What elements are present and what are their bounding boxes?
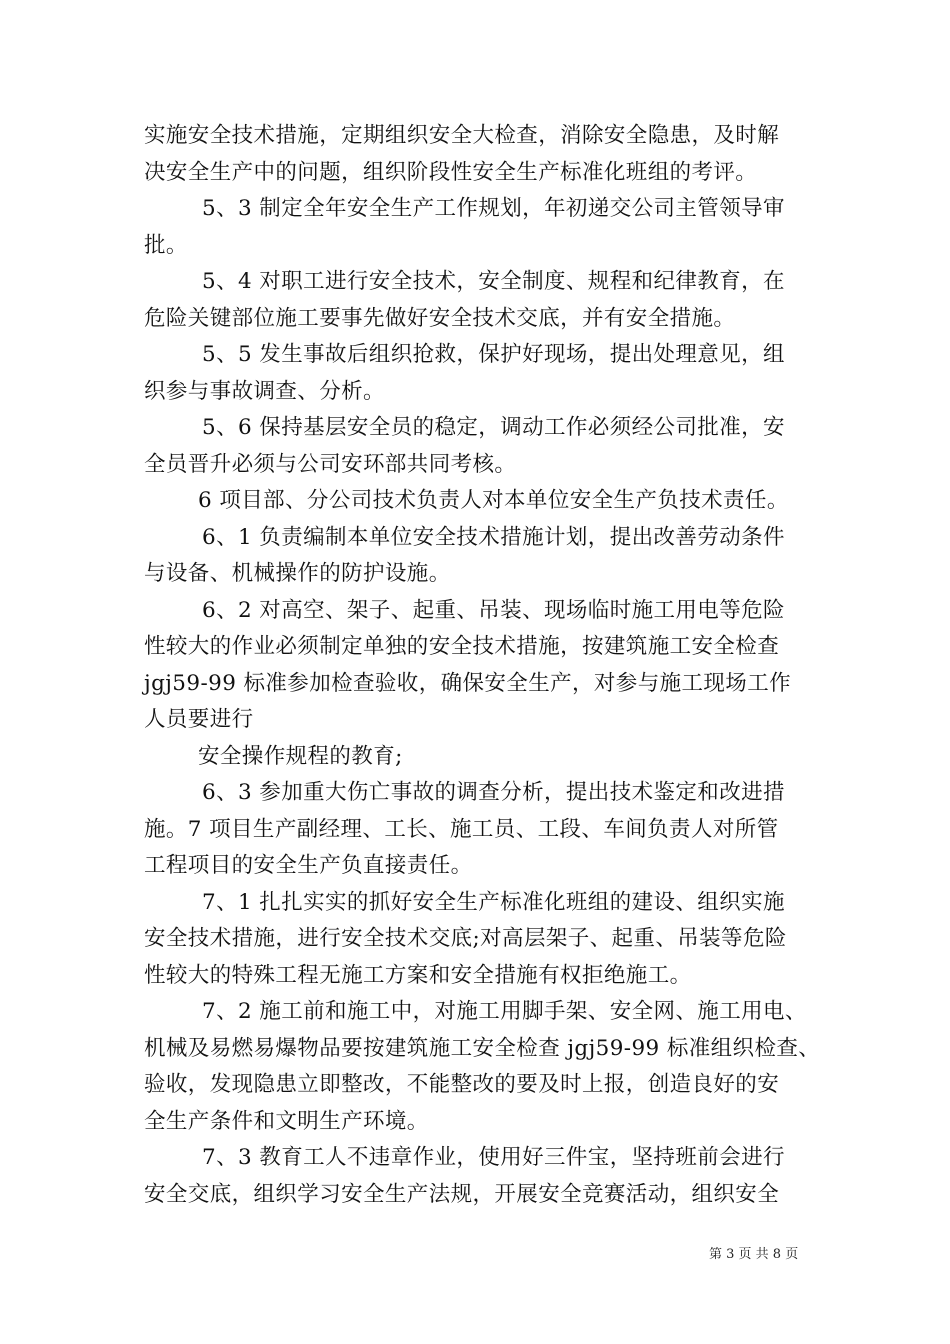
text-line: 全生产条件和文明生产环境。 xyxy=(144,1108,429,1134)
text-line: 验收，发现隐患立即整改，不能整改的要及时上报，创造良好的安 xyxy=(144,1072,780,1097)
text-line: 人员要进行 xyxy=(144,707,254,732)
text-line: 危险关键部位施工要事先做好安全技术交底，并有安全措施。 xyxy=(144,305,736,331)
text-line: 6、1 负责编制本单位安全技术措施计划，提出改善劳动条件 xyxy=(202,524,785,550)
text-line: 5、3 制定全年安全生产工作规划，年初递交公司主管领导审 xyxy=(202,196,785,221)
text-line: 机械及易燃易爆物品要按建筑施工安全检查 jgj59-99 标准组织检查、 xyxy=(144,1035,821,1061)
text-line: 安全操作规程的教育; xyxy=(198,743,403,769)
text-line: 性较大的作业必须制定单独的安全技术措施，按建筑施工安全检查 xyxy=(144,634,780,659)
page-number-footer: 第 3 页 共 8 页 xyxy=(709,1247,799,1262)
text-line: 5、5 发生事故后组织抢救，保护好现场，提出处理意见，组 xyxy=(202,342,785,367)
text-line: 7、3 教育工人不违章作业，使用好三件宝，坚持班前会进行 xyxy=(202,1145,785,1170)
text-line: 全员晋升必须与公司安环部共同考核。 xyxy=(144,451,517,477)
text-line: 织参与事故调查、分析。 xyxy=(144,378,385,404)
text-line: jgj59-99 标准参加检查验收，确保安全生产，对参与施工现场工作 xyxy=(144,670,792,696)
text-line: 6、2 对高空、架子、起重、吊装、现场临时施工用电等危险 xyxy=(202,597,785,623)
text-line: 施。7 项目生产副经理、工长、施工员、工段、车间负责人对所管 xyxy=(144,816,779,842)
text-line: 5、6 保持基层安全员的稳定，调动工作必须经公司批准，安 xyxy=(202,415,785,440)
text-line: 6 项目部、分公司技术负责人对本单位安全生产负技术责任。 xyxy=(198,488,789,513)
text-line: 6、3 参加重大伤亡事故的调查分析，提出技术鉴定和改进措 xyxy=(202,780,785,805)
text-line: 7、2 施工前和施工中，对施工用脚手架、安全网、施工用电、 xyxy=(202,999,807,1024)
text-line: 决安全生产中的问题，组织阶段性安全生产标准化班组的考评。 xyxy=(144,159,758,185)
document-body xyxy=(144,118,821,1213)
text-line: 与设备、机械操作的防护设施。 xyxy=(144,561,451,586)
text-line: 5、4 对职工进行安全技术，安全制度、规程和纪律教育，在 xyxy=(202,269,785,294)
text-line: 7、1 扎扎实实的抓好安全生产标准化班组的建设、组织实施 xyxy=(202,889,785,915)
text-line: 安全交底，组织学习安全生产法规，开展安全竞赛活动，组织安全 xyxy=(144,1181,780,1207)
text-line: 性较大的特殊工程无施工方案和安全措施有权拒绝施工。 xyxy=(144,962,692,988)
text-line: 批。 xyxy=(144,232,188,258)
text-line: 实施安全技术措施，定期组织安全大检查，消除安全隐患，及时解 xyxy=(144,123,780,148)
text-line: 安全技术措施，进行安全技术交底;对高层架子、起重、吊装等危险 xyxy=(144,926,787,951)
text-line: 工程项目的安全生产负直接责任。 xyxy=(144,853,473,878)
